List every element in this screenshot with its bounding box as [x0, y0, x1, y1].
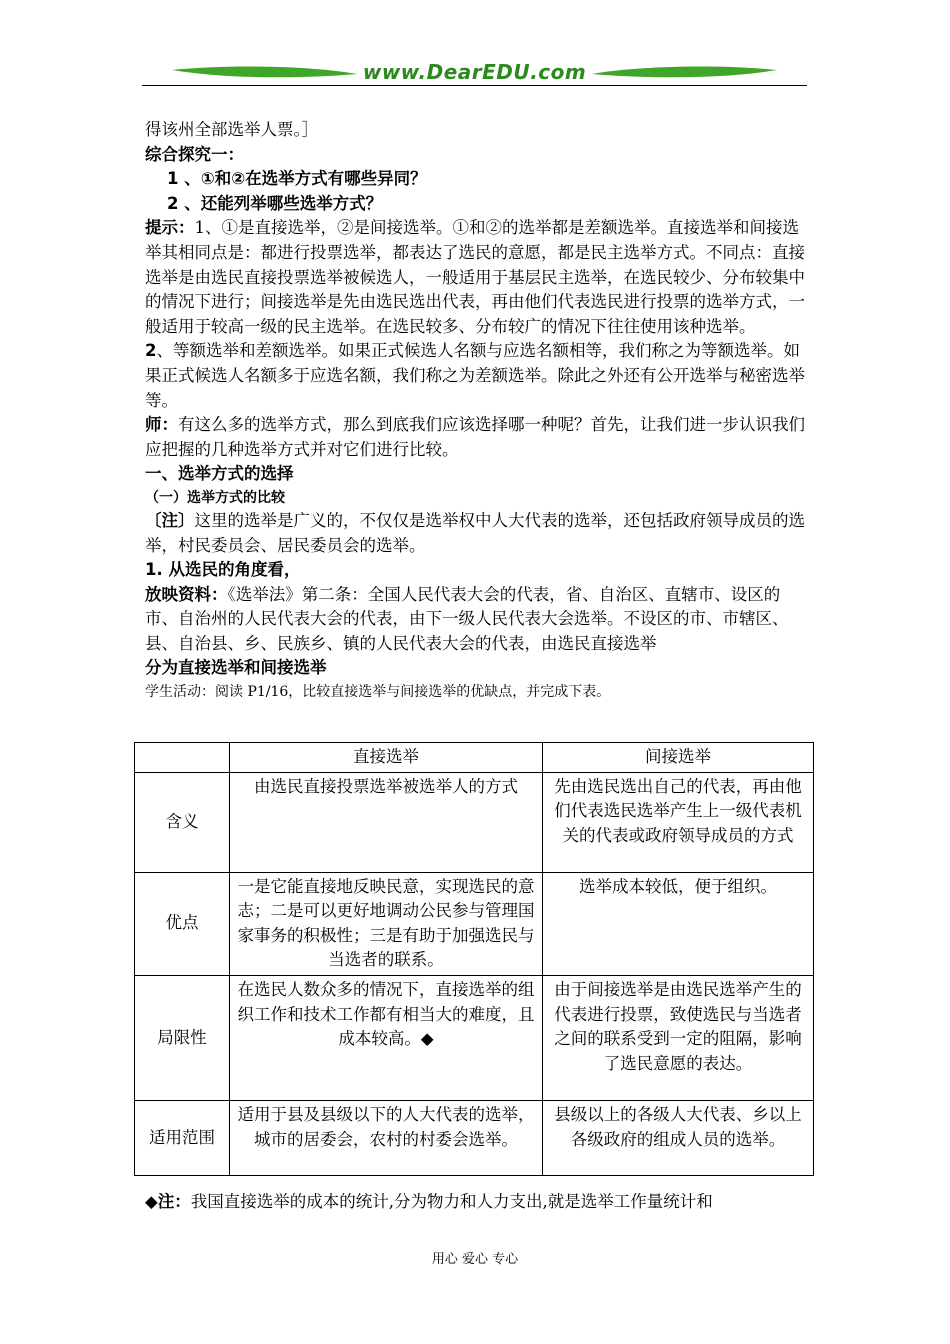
header-divider: [142, 85, 807, 86]
material-text: 《选举法》第二条：全国人民代表大会的代表，省、自治区、直辖市、设区的市、自治州的人民代表大会的代表，由下一级人民代表大会选举。不设区的市、市辖区、县、自治县、乡、民族乡、镇的人民代表大会的代表，由选民直接选举: [145, 584, 789, 653]
table-row: [135, 872, 814, 975]
table-row: [135, 1100, 814, 1175]
heading-3: 1. 从选民的角度看，: [145, 560, 301, 580]
teacher-paragraph: [145, 413, 810, 462]
table-cell: 一是它能直接地反映民意，实现选民的意志；二是可以更好地调动公民参与管理国家事务的积极性；三是有助于加强选民与当选者的联系。: [230, 872, 543, 975]
answer-2-paragraph: [145, 339, 810, 413]
row-label: 含义: [135, 772, 230, 872]
table-row: [135, 975, 814, 1100]
column-header-indirect: 间接选举: [543, 743, 814, 773]
teacher-label: 师：: [145, 415, 178, 435]
bottom-note: [145, 1190, 815, 1214]
bottom-note-label: ◆注：: [145, 1192, 191, 1211]
section-title: 综合探究一：: [145, 144, 244, 164]
row-label: 适用范围: [135, 1100, 230, 1175]
table-cell: 选举成本较低，便于组织。: [543, 872, 814, 975]
teacher-text: 有这么多的选举方式，那么到底我们应该选择哪一种呢？首先，让我们进一步认识我们应把握的几种选举方式并对它们进行比较。: [145, 415, 805, 459]
paragraph: 得该州全部选举人票。］: [145, 120, 319, 139]
material-label: 放映资料：: [145, 584, 228, 604]
table-cell: 由于间接选举是由选民选举产生的代表进行投票，致使选民与当选者之间的联系受到一定的阻隔，影响了选民意愿的表达。: [543, 975, 814, 1100]
document-body: [145, 118, 810, 703]
hint-paragraph: [145, 216, 810, 339]
table-cell: 在选民人数众多的情况下，直接选举的组织工作和技术工作都有相当大的难度，且成本较高。◆: [230, 975, 543, 1100]
bottom-note-text: 我国直接选举的成本的统计,分为物力和人力支出,就是选举工作量统计和: [190, 1192, 713, 1211]
column-header-direct: 直接选举: [230, 743, 543, 773]
table-cell: 由选民直接投票选举被选举人的方式: [230, 772, 543, 872]
site-header-logo: [142, 56, 807, 92]
hint-text: 1、①是直接选举，②是间接选举。①和②的选举都是差额选举。直接选举和间接选举其相同点是：都进行投票选举，都表达了选民的意愿，都是民主选举方式。不同点：直接选举是由选民直接投票选举被候选人，一般适用于基层民主选举，在选民较少、分布较集中的情况下进行；间接选举是先由选民选出代表，再由他们代表选民进行投票的选举方式，一般适用于较高一级的民主选举。在选民较多、分布较广的情况下往往使用该种选举。: [145, 218, 805, 336]
table-header-row: [135, 743, 814, 773]
table-cell: 县级以上的各级人大代表、乡以上各级政府的组成人员的选举。: [543, 1100, 814, 1175]
heading-4: 分为直接选举和间接选举: [145, 658, 327, 678]
heading-2: （一）选举方式的比较: [145, 489, 285, 506]
question-2: 2 、还能列举哪些选举方式？: [167, 193, 383, 213]
row-label: 局限性: [135, 975, 230, 1100]
note-label: 〔注〕: [145, 510, 195, 530]
table-corner-cell: [135, 743, 230, 773]
page-footer: 用心 爱心 专心: [431, 1252, 519, 1267]
student-activity: 学生活动：阅读 P1/16，比较直接选举与间接选举的优缺点，并完成下表。: [145, 684, 611, 701]
comparison-table: [134, 742, 814, 1176]
answer-2-text: 、等额选举和差额选举。如果正式候选人名额与应选名额相等，我们称之为等额选举。如果正式候选人名额多于应选名额，我们称之为差额选举。除此之外还有公开选举与秘密选举等。: [145, 341, 805, 410]
table-cell: 适用于县及县级以下的人大代表的选举，城市的居委会，农村的村委会选举。: [230, 1100, 543, 1175]
answer-2-label: 2: [145, 341, 157, 361]
table-cell: 先由选民选出自己的代表，再由他们代表选民选举产生上一级代表机关的代表或政府领导成员的方式: [543, 772, 814, 872]
site-logo-text[interactable]: www.DearEDU.com: [362, 60, 587, 84]
row-label: 优点: [135, 872, 230, 975]
table-row: [135, 772, 814, 872]
note-text: 这里的选举是广义的，不仅仅是选举权中人大代表的选举，还包括政府领导成员的选举，村民委员会、居民委员会的选举。: [145, 510, 805, 555]
hint-label: 提示：: [145, 218, 195, 238]
material-paragraph: [145, 583, 810, 657]
question-1: 1 、①和②在选举方式有哪些异同？: [167, 169, 427, 189]
note-paragraph: [145, 509, 810, 558]
heading-1: 一、选举方式的选择: [145, 464, 294, 484]
